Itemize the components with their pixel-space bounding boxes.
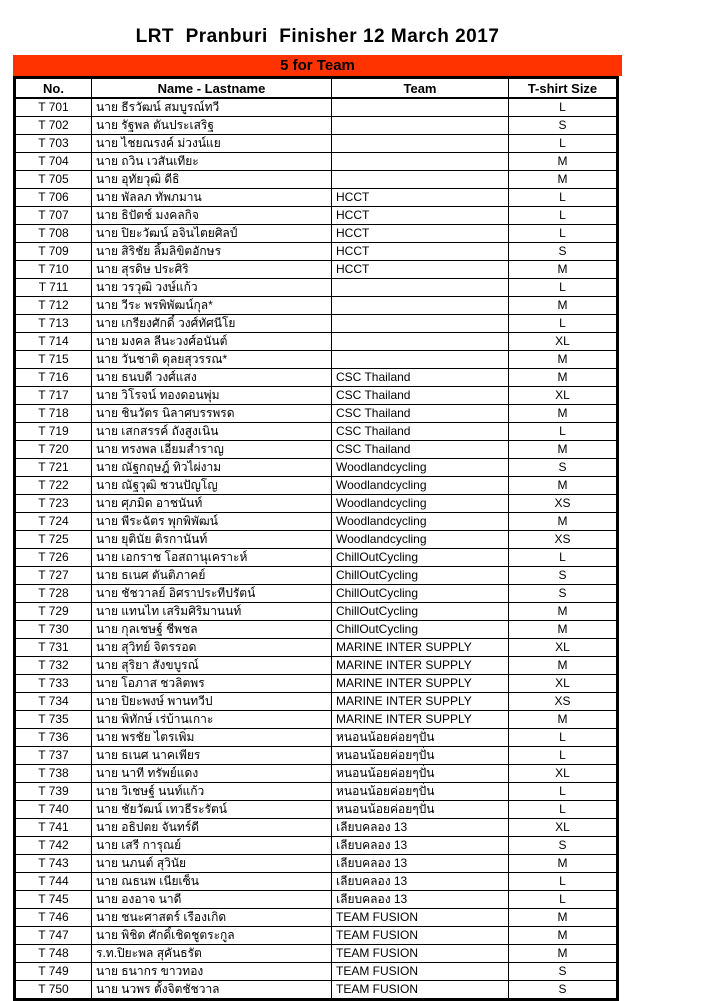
row-team-cell: HCCT <box>332 243 509 261</box>
row-number-cell: T 717 <box>15 387 92 405</box>
table-row <box>15 513 618 531</box>
row-name-cell: นาย โอภาส ชวลิตพร <box>92 675 332 693</box>
row-size-cell: M <box>509 855 618 873</box>
row-team-cell: เลียบคลอง 13 <box>332 873 509 891</box>
row-team-cell: MARINE INTER SUPPLY <box>332 639 509 657</box>
row-number-cell: T 737 <box>15 747 92 765</box>
row-name-cell: นาย พีระฉัตร พุกพิพัฒน์ <box>92 513 332 531</box>
table-row <box>15 135 618 153</box>
row-name-cell: นาย ธีรวัฒน์ สมบูรณ์ทวี <box>92 98 332 117</box>
row-number-cell: T 705 <box>15 171 92 189</box>
row-size-cell: L <box>509 873 618 891</box>
header-name-lastname: Name - Lastname <box>92 78 332 99</box>
table-row <box>15 909 618 927</box>
row-team-cell: เลียบคลอง 13 <box>332 855 509 873</box>
row-team-cell <box>332 153 509 171</box>
row-name-cell: นาย ปิยะพงษ์ พานทวีป <box>92 693 332 711</box>
row-size-cell: M <box>509 711 618 729</box>
row-team-cell: Woodlandcycling <box>332 477 509 495</box>
row-number-cell: T 723 <box>15 495 92 513</box>
row-name-cell: นาย ทรงพล เอี่ยมสำราญ <box>92 441 332 459</box>
row-number-cell: T 734 <box>15 693 92 711</box>
row-number-cell: T 745 <box>15 891 92 909</box>
row-size-cell: S <box>509 585 618 603</box>
row-number-cell: T 740 <box>15 801 92 819</box>
row-number-cell: T 716 <box>15 369 92 387</box>
row-team-cell: CSC Thailand <box>332 387 509 405</box>
row-size-cell: S <box>509 963 618 981</box>
row-name-cell: นาย มงคล ลีนะวงศ์อนันต์ <box>92 333 332 351</box>
row-name-cell: ร.ท.ปิยะพล สุคันธรัต <box>92 945 332 963</box>
row-name-cell: นาย องอาจ นาดี <box>92 891 332 909</box>
row-number-cell: T 746 <box>15 909 92 927</box>
table-row <box>15 981 618 1000</box>
row-team-cell: TEAM FUSION <box>332 981 509 1000</box>
row-size-cell: L <box>509 801 618 819</box>
row-team-cell: เลียบคลอง 13 <box>332 837 509 855</box>
row-team-cell: เลียบคลอง 13 <box>332 891 509 909</box>
row-name-cell: นาย สุรดิษ ประศิริ <box>92 261 332 279</box>
row-size-cell: L <box>509 729 618 747</box>
row-team-cell: CSC Thailand <box>332 423 509 441</box>
row-name-cell: นาย พิชิต ศักดิ์เชิดชูตระกูล <box>92 927 332 945</box>
row-size-cell: XL <box>509 639 618 657</box>
row-number-cell: T 703 <box>15 135 92 153</box>
row-team-cell: HCCT <box>332 261 509 279</box>
table-row <box>15 351 618 369</box>
row-name-cell: นาย พรชัย ไตรเพิ่ม <box>92 729 332 747</box>
row-number-cell: T 736 <box>15 729 92 747</box>
row-team-cell: ChillOutCycling <box>332 621 509 639</box>
row-number-cell: T 701 <box>15 98 92 117</box>
table-row <box>15 963 618 981</box>
table-row <box>15 675 618 693</box>
row-size-cell: M <box>509 351 618 369</box>
row-name-cell: นาย พัลลภ ทัพภมาน <box>92 189 332 207</box>
table-row <box>15 369 618 387</box>
row-name-cell: นาย วิเชษฐ์ นนท์แก้ว <box>92 783 332 801</box>
table-row <box>15 693 618 711</box>
table-row <box>15 711 618 729</box>
row-number-cell: T 741 <box>15 819 92 837</box>
row-number-cell: T 710 <box>15 261 92 279</box>
row-size-cell: XL <box>509 333 618 351</box>
row-name-cell: นาย ไชยณรงค์ ม่วงน์แย <box>92 135 332 153</box>
row-team-cell: ChillOutCycling <box>332 585 509 603</box>
row-team-cell: ChillOutCycling <box>332 567 509 585</box>
row-size-cell: L <box>509 747 618 765</box>
row-size-cell: M <box>509 153 618 171</box>
table-row <box>15 855 618 873</box>
table-row <box>15 567 618 585</box>
row-size-cell: XS <box>509 531 618 549</box>
row-size-cell: M <box>509 657 618 675</box>
row-name-cell: นาย เสรี การุณย์ <box>92 837 332 855</box>
row-number-cell: T 732 <box>15 657 92 675</box>
row-team-cell: หนอนน้อยค่อยๆปั่น <box>332 801 509 819</box>
row-name-cell: นาย นภนต์ สุวินัย <box>92 855 332 873</box>
row-team-cell: TEAM FUSION <box>332 909 509 927</box>
row-size-cell: L <box>509 891 618 909</box>
row-name-cell: นาย ยุตินัย ติรกานันท์ <box>92 531 332 549</box>
row-team-cell: หนอนน้อยค่อยๆปั่น <box>332 783 509 801</box>
row-team-cell: Woodlandcycling <box>332 495 509 513</box>
row-team-cell <box>332 351 509 369</box>
row-number-cell: T 712 <box>15 297 92 315</box>
table-row <box>15 837 618 855</box>
table-row <box>15 945 618 963</box>
row-number-cell: T 715 <box>15 351 92 369</box>
table-row <box>15 639 618 657</box>
row-size-cell: L <box>509 135 618 153</box>
row-name-cell: นาย ธิปัตช์ มงคลกิจ <box>92 207 332 225</box>
row-number-cell: T 735 <box>15 711 92 729</box>
table-row <box>15 243 618 261</box>
row-number-cell: T 748 <box>15 945 92 963</box>
row-team-cell: Woodlandcycling <box>332 531 509 549</box>
row-number-cell: T 728 <box>15 585 92 603</box>
table-row <box>15 495 618 513</box>
table-row <box>15 747 618 765</box>
row-size-cell: M <box>509 603 618 621</box>
row-team-cell: MARINE INTER SUPPLY <box>332 657 509 675</box>
table-row <box>15 765 618 783</box>
row-name-cell: นาย สิริชัย ลิ้มลิขิตอักษร <box>92 243 332 261</box>
row-number-cell: T 720 <box>15 441 92 459</box>
row-team-cell <box>332 297 509 315</box>
table-row <box>15 98 618 117</box>
row-number-cell: T 743 <box>15 855 92 873</box>
finisher-table <box>13 76 619 1001</box>
row-name-cell: นาย วันชาติ ดุลยสุวรรณ* <box>92 351 332 369</box>
row-number-cell: T 739 <box>15 783 92 801</box>
row-number-cell: T 747 <box>15 927 92 945</box>
row-size-cell: M <box>509 261 618 279</box>
table-row <box>15 333 618 351</box>
row-number-cell: T 742 <box>15 837 92 855</box>
table-row <box>15 441 618 459</box>
row-team-cell <box>332 279 509 297</box>
table-row <box>15 171 618 189</box>
row-team-cell: Woodlandcycling <box>332 459 509 477</box>
row-size-cell: M <box>509 927 618 945</box>
table-row <box>15 729 618 747</box>
row-name-cell: นาย รัฐพล ตันประเสริฐ <box>92 117 332 135</box>
row-size-cell: L <box>509 783 618 801</box>
table-row <box>15 927 618 945</box>
row-team-cell: ChillOutCycling <box>332 549 509 567</box>
row-name-cell: นาย ชนะศาสตร์ เรืองเกิด <box>92 909 332 927</box>
row-size-cell: L <box>509 315 618 333</box>
table-row <box>15 819 618 837</box>
table-row <box>15 153 618 171</box>
row-team-cell: TEAM FUSION <box>332 927 509 945</box>
row-size-cell: M <box>509 405 618 423</box>
row-team-cell: MARINE INTER SUPPLY <box>332 711 509 729</box>
row-number-cell: T 724 <box>15 513 92 531</box>
row-name-cell: นาย วรวุฒิ วงษ์แก้ว <box>92 279 332 297</box>
row-name-cell: นาย เกรียงศักดิ์ วงศ์ทัศนีโย <box>92 315 332 333</box>
table-row <box>15 207 618 225</box>
row-number-cell: T 738 <box>15 765 92 783</box>
row-number-cell: T 709 <box>15 243 92 261</box>
row-name-cell: นาย ธเนศ ตันติภาคย์ <box>92 567 332 585</box>
table-row <box>15 585 618 603</box>
row-size-cell: XS <box>509 693 618 711</box>
row-size-cell: L <box>509 225 618 243</box>
table-row <box>15 189 618 207</box>
row-size-cell: L <box>509 549 618 567</box>
row-name-cell: นาย ณัฐวุฒิ ชวนปัญโญ <box>92 477 332 495</box>
row-team-cell <box>332 98 509 117</box>
header-tshirt-size: T-shirt Size <box>509 78 618 99</box>
table-row <box>15 657 618 675</box>
row-team-cell: Woodlandcycling <box>332 513 509 531</box>
table-row <box>15 477 618 495</box>
row-name-cell: นาย สุวิทย์ จิตรรอด <box>92 639 332 657</box>
row-team-cell: CSC Thailand <box>332 441 509 459</box>
row-number-cell: T 731 <box>15 639 92 657</box>
row-size-cell: S <box>509 981 618 1000</box>
row-size-cell: L <box>509 207 618 225</box>
row-number-cell: T 729 <box>15 603 92 621</box>
row-name-cell: นาย ปิยะวัฒน์ อจินไตยศิลป์ <box>92 225 332 243</box>
table-row <box>15 873 618 891</box>
row-team-cell <box>332 135 509 153</box>
row-size-cell: L <box>509 189 618 207</box>
row-size-cell: S <box>509 837 618 855</box>
row-team-cell: HCCT <box>332 207 509 225</box>
table-row <box>15 801 618 819</box>
table-row <box>15 261 618 279</box>
row-name-cell: นาย แทนไท เสริมศิริมานนท์ <box>92 603 332 621</box>
row-number-cell: T 719 <box>15 423 92 441</box>
row-team-cell: CSC Thailand <box>332 369 509 387</box>
row-team-cell: หนอนน้อยค่อยๆปั่น <box>332 747 509 765</box>
row-team-cell: TEAM FUSION <box>332 945 509 963</box>
row-team-cell: ChillOutCycling <box>332 603 509 621</box>
row-number-cell: T 711 <box>15 279 92 297</box>
row-name-cell: นาย ณัฐกฤษฎ์ ทิวไผ่งาม <box>92 459 332 477</box>
row-size-cell: S <box>509 459 618 477</box>
row-team-cell: MARINE INTER SUPPLY <box>332 693 509 711</box>
row-size-cell: M <box>509 369 618 387</box>
header-no: No. <box>15 78 92 99</box>
table-row <box>15 549 618 567</box>
row-team-cell <box>332 315 509 333</box>
row-size-cell: XL <box>509 765 618 783</box>
row-name-cell: นาย กุลเชษฐ์ ชีพชล <box>92 621 332 639</box>
table-row <box>15 531 618 549</box>
row-team-cell <box>332 333 509 351</box>
row-team-cell: เลียบคลอง 13 <box>332 819 509 837</box>
row-name-cell: นาย ธนากร ขาวทอง <box>92 963 332 981</box>
finisher-table-wrap <box>13 76 619 1001</box>
row-name-cell: นาย เอกราช โอสถานุเคราะห์ <box>92 549 332 567</box>
row-size-cell: M <box>509 297 618 315</box>
row-name-cell: นาย สุริยา สังขบูรณ์ <box>92 657 332 675</box>
table-row <box>15 405 618 423</box>
row-team-cell: HCCT <box>332 225 509 243</box>
row-name-cell: นาย ชัชวาลย์ อิศราประทีปรัตน์ <box>92 585 332 603</box>
row-size-cell: M <box>509 171 618 189</box>
table-row <box>15 783 618 801</box>
row-number-cell: T 727 <box>15 567 92 585</box>
table-row <box>15 117 618 135</box>
row-team-cell: TEAM FUSION <box>332 963 509 981</box>
table-header-row <box>15 78 618 99</box>
table-row <box>15 891 618 909</box>
row-team-cell: หนอนน้อยค่อยๆปั่น <box>332 765 509 783</box>
row-number-cell: T 744 <box>15 873 92 891</box>
row-name-cell: นาย อุทัยวุฒิ ดีธิ <box>92 171 332 189</box>
row-size-cell: S <box>509 117 618 135</box>
row-name-cell: นาย ถวิน เวสันเทียะ <box>92 153 332 171</box>
row-number-cell: T 722 <box>15 477 92 495</box>
row-name-cell: นาย ชินวัตร นิลาศบรรพรด <box>92 405 332 423</box>
row-number-cell: T 726 <box>15 549 92 567</box>
row-team-cell: MARINE INTER SUPPLY <box>332 675 509 693</box>
row-size-cell: XL <box>509 387 618 405</box>
table-row <box>15 423 618 441</box>
row-number-cell: T 707 <box>15 207 92 225</box>
row-number-cell: T 725 <box>15 531 92 549</box>
row-number-cell: T 704 <box>15 153 92 171</box>
row-size-cell: XL <box>509 675 618 693</box>
row-size-cell: XL <box>509 819 618 837</box>
row-team-cell <box>332 171 509 189</box>
row-name-cell: นาย วิโรจน์ ทองดอนพุ่ม <box>92 387 332 405</box>
row-number-cell: T 708 <box>15 225 92 243</box>
table-row <box>15 621 618 639</box>
row-size-cell: L <box>509 98 618 117</box>
table-row <box>15 225 618 243</box>
row-number-cell: T 750 <box>15 981 92 1000</box>
row-team-cell: หนอนน้อยค่อยๆปั่น <box>332 729 509 747</box>
row-size-cell: M <box>509 513 618 531</box>
row-team-cell: CSC Thailand <box>332 405 509 423</box>
row-name-cell: นาย วีระ พรพิพัฒน์กุล* <box>92 297 332 315</box>
row-size-cell: S <box>509 567 618 585</box>
row-size-cell: S <box>509 243 618 261</box>
row-size-cell: M <box>509 945 618 963</box>
row-name-cell: นาย นาที ทรัพย์แดง <box>92 765 332 783</box>
row-number-cell: T 714 <box>15 333 92 351</box>
row-name-cell: นาย ชัยวัฒน์ เทวธีระรัตน์ <box>92 801 332 819</box>
row-name-cell: นาย ศุภมิด อาชนันท์ <box>92 495 332 513</box>
row-size-cell: L <box>509 279 618 297</box>
row-name-cell: นาย อธิปตย จันทร์ดี <box>92 819 332 837</box>
row-name-cell: นาย นวพร ตั้งจิตชัชวาล <box>92 981 332 1000</box>
row-number-cell: T 713 <box>15 315 92 333</box>
table-row <box>15 279 618 297</box>
header-team: Team <box>332 78 509 99</box>
row-size-cell: M <box>509 441 618 459</box>
row-number-cell: T 733 <box>15 675 92 693</box>
row-size-cell: XS <box>509 495 618 513</box>
row-size-cell: M <box>509 909 618 927</box>
row-name-cell: นาย เสกสรรค์ ถังสูงเนิน <box>92 423 332 441</box>
row-size-cell: M <box>509 477 618 495</box>
row-number-cell: T 749 <box>15 963 92 981</box>
row-team-cell: HCCT <box>332 189 509 207</box>
row-name-cell: นาย ธนบดี วงศ์แสง <box>92 369 332 387</box>
row-name-cell: นาย ธเนศ นาคเพียร <box>92 747 332 765</box>
team-category-banner: 5 for Team <box>13 55 622 76</box>
row-name-cell: นาย พิทักษ์ เร่บ้านเกาะ <box>92 711 332 729</box>
row-team-cell <box>332 117 509 135</box>
table-row <box>15 459 618 477</box>
table-row <box>15 603 618 621</box>
row-name-cell: นาย ณธนพ เนียเซ็น <box>92 873 332 891</box>
table-row <box>15 387 618 405</box>
row-number-cell: T 730 <box>15 621 92 639</box>
table-row <box>15 315 618 333</box>
row-number-cell: T 702 <box>15 117 92 135</box>
row-number-cell: T 718 <box>15 405 92 423</box>
row-number-cell: T 706 <box>15 189 92 207</box>
row-size-cell: M <box>509 621 618 639</box>
row-number-cell: T 721 <box>15 459 92 477</box>
table-row <box>15 297 618 315</box>
row-size-cell: L <box>509 423 618 441</box>
page-title: LRT Pranburi Finisher 12 March 2017 <box>135 26 500 47</box>
